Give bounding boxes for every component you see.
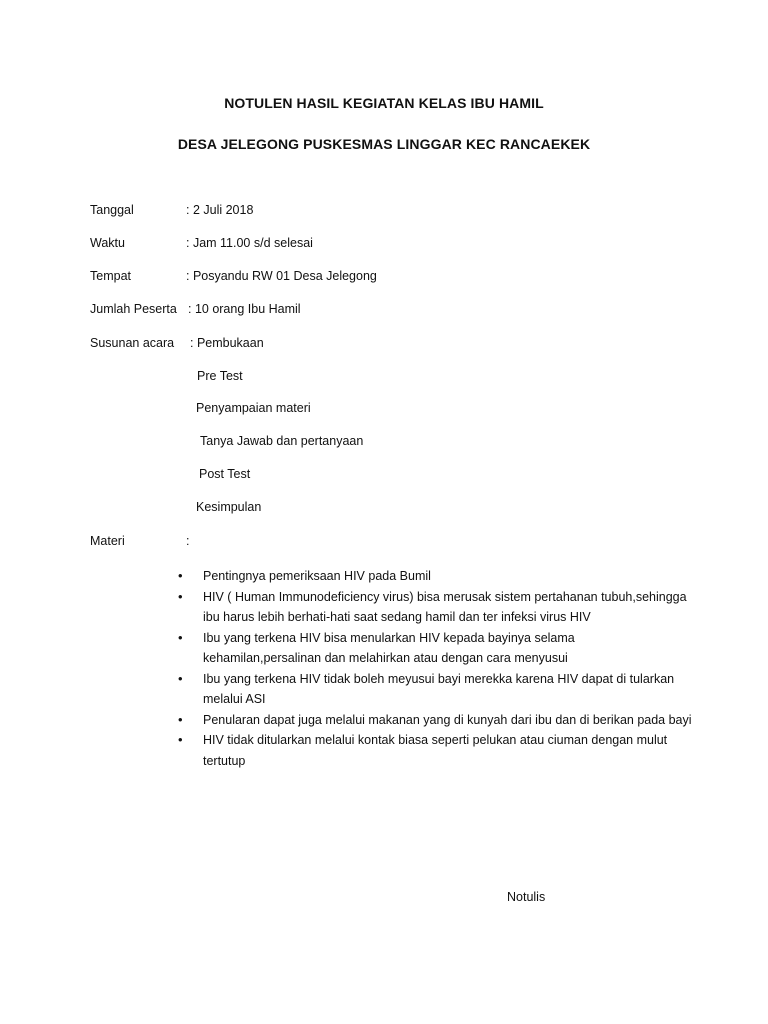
field-label: Susunan acara: [90, 336, 175, 350]
list-item-text: Ibu yang terkena HIV tidak boleh meyusui bayi merekka karena HIV dapat di tularkan melalui ASI: [203, 671, 675, 706]
field-value: : 10 orang Ibu Hamil: [188, 302, 301, 316]
bullet-icon: •: [178, 588, 183, 604]
field-label: Tanggal: [90, 203, 134, 217]
list-item: [176, 587, 696, 628]
bullet-icon: •: [178, 629, 183, 645]
field-label: Tempat: [90, 269, 131, 283]
agenda-item: Pre Test: [197, 369, 243, 383]
list-item-text: Pentingnya pemeriksaan HIV pada Bumil: [203, 569, 431, 583]
bullet-icon: •: [178, 732, 183, 747]
materi-colon: :: [186, 534, 190, 548]
list-item: [176, 628, 696, 669]
list-item: [176, 566, 696, 587]
list-item-text: Ibu yang terkena HIV bisa menularkan HIV kepada bayinya selama kehamilan,persalinan dan melahirkan atau dengan cara menyusui: [203, 630, 575, 665]
list-item: [176, 730, 696, 771]
signature-label: Notulis: [507, 890, 546, 904]
document-title: NOTULEN HASIL KEGIATAN KELAS IBU HAMIL: [224, 95, 544, 111]
list-item: [176, 710, 696, 731]
field-value: : 2 Juli 2018: [186, 203, 254, 217]
list-item: [176, 669, 696, 710]
field-label: Jumlah Peserta: [90, 302, 177, 316]
agenda-item: Tanya Jawab dan pertanyaan: [200, 434, 364, 448]
list-item-text: Penularan dapat juga melalui makanan yang di kunyah dari ibu dan di berikan pada bayi: [203, 712, 692, 727]
field-value: : Jam 11.00 s/d selesai: [186, 236, 313, 250]
materi-list: [176, 566, 696, 771]
field-label: Waktu: [90, 236, 125, 250]
field-value: : Pembukaan: [190, 336, 264, 350]
bullet-icon: •: [178, 711, 183, 727]
list-item-text: HIV tidak ditularkan melalui kontak biasa seperti pelukan atau ciuman dengan mulut tertutup: [203, 733, 668, 768]
agenda-item: Post Test: [199, 467, 251, 481]
materi-label: Materi: [90, 534, 125, 548]
list-item-text: HIV ( Human Immunodeficiency virus) bisa merusak sistem pertahanan tubuh,sehingga ibu harus lebih berhati-hati saat sedang hamil dan ter infeksi virus HIV: [203, 589, 687, 624]
bullet-icon: •: [178, 568, 183, 583]
document-subtitle: DESA JELEGONG PUSKESMAS LINGGAR KEC RANCAEKEK: [177, 136, 591, 152]
agenda-item: Kesimpulan: [196, 500, 262, 514]
agenda-item: Penyampaian materi: [196, 401, 311, 415]
field-value: : Posyandu RW 01 Desa Jelegong: [186, 269, 377, 283]
bullet-icon: •: [178, 670, 183, 686]
